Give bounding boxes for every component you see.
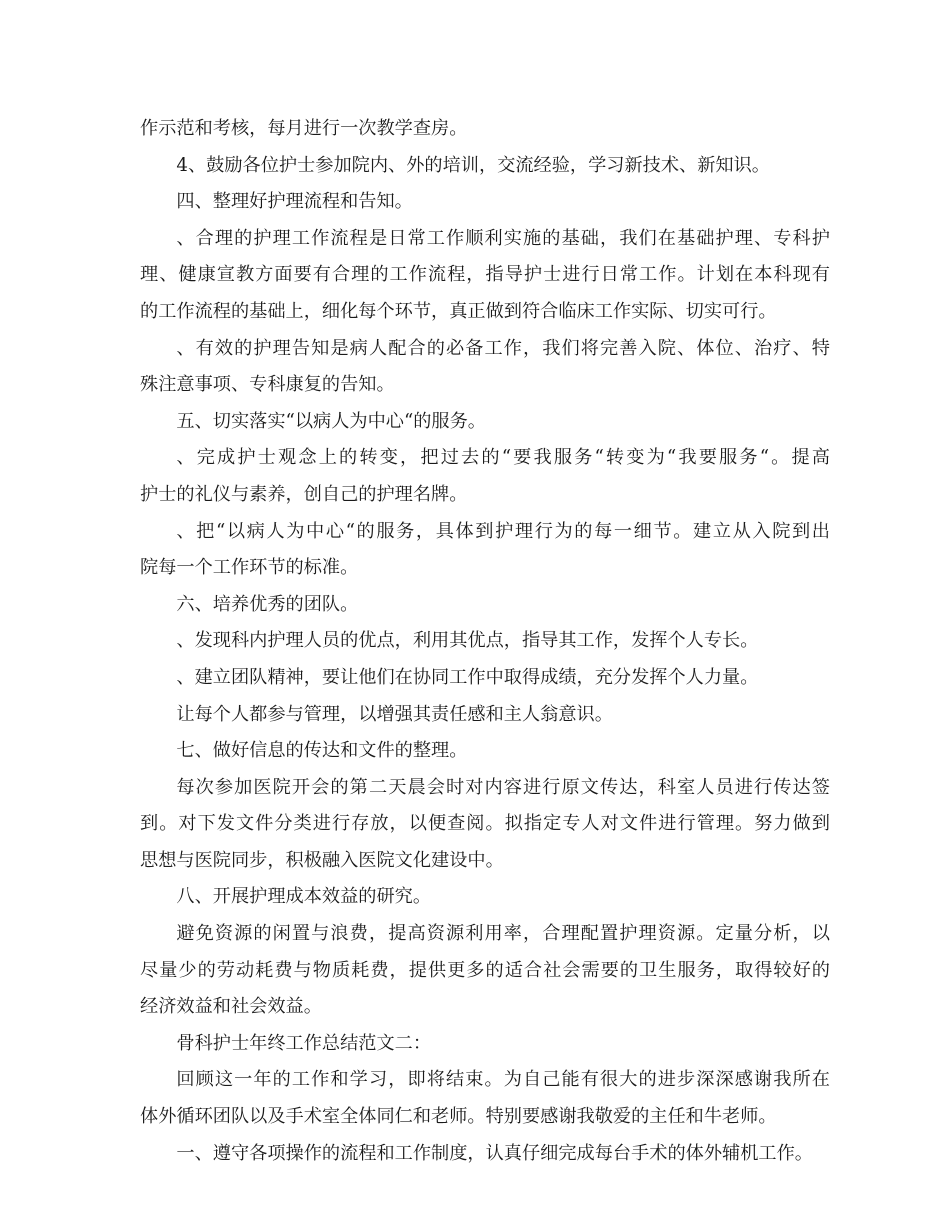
text-line: 作示范和考核，每月进行一次教学查房。 [140, 118, 468, 139]
text-line: 六、培养优秀的团队。 [176, 593, 359, 615]
text-line: 、完成护士观念上的转变，把过去的“要我服务“转变为“我要服务“。提高 [176, 447, 830, 469]
paragraph [140, 697, 830, 734]
paragraph [140, 111, 830, 148]
text-line: 四、整理好护理流程和告知。 [176, 191, 413, 213]
text-line: 思想与医院同步，积极融入医院文化建设中。 [140, 849, 504, 871]
paragraph [140, 660, 830, 697]
text-line: 让每个人都参与管理，以增强其责任感和主人翁意识。 [176, 703, 613, 725]
text-line: 、建立团队精神，要让他们在协同工作中取得成绩，充分发挥个人力量。 [176, 666, 759, 688]
text-line: 回顾这一年的工作和学习，即将结束。为自己能有很大的进步深深感谢我所在 [176, 1069, 830, 1091]
text-line: 理、健康宣教方面要有合理的工作流程，指导护士进行日常工作。计划在本科现有 [140, 264, 830, 286]
paragraph [140, 1062, 830, 1135]
paragraph [140, 440, 830, 513]
text-line: 经济效益和社会效益。 [140, 996, 322, 1018]
paragraph [140, 404, 830, 441]
text-line: 到。对下发文件分类进行存放，以便查阅。拟指定专人对文件进行管理。努力做到 [140, 813, 830, 835]
paragraph [140, 1026, 830, 1063]
text-line: 每次参加医院开会的第二天晨会时对内容进行原文传达，科室人员进行传达签 [176, 776, 830, 798]
paragraph [140, 623, 830, 660]
text-line: 4、鼓励各位护士参加院内、外的培训，交流经验，学习新技术、新知识。 [176, 154, 770, 176]
text-line: 、合理的护理工作流程是日常工作顺利实施的基础，我们在基础护理、专科护 [176, 227, 830, 249]
paragraph [140, 1136, 830, 1173]
text-line: 、发现科内护理人员的优点，利用其优点，指导其工作，发挥个人专长。 [176, 630, 759, 652]
paragraph [140, 514, 830, 587]
text-line: 的工作流程的基础上，细化每个环节，真正做到符合临床工作实际、切实可行。 [140, 300, 777, 322]
paragraph [140, 879, 830, 916]
paragraph [140, 770, 830, 880]
text-line: 一、遵守各项操作的流程和工作制度，认真仔细完成每台手术的体外辅机工作。 [176, 1142, 813, 1164]
text-line: 七、做好信息的传达和文件的整理。 [176, 740, 468, 762]
paragraph [140, 587, 830, 624]
paragraph [140, 733, 830, 770]
paragraph [140, 331, 830, 404]
text-line: 尽量少的劳动耗费与物质耗费，提供更多的适合社会需要的卫生服务，取得较好的 [140, 959, 830, 981]
text-line: 骨科护士年终工作总结范文二： [176, 1032, 432, 1054]
text-line: 八、开展护理成本效益的研究。 [176, 886, 432, 908]
paragraph [140, 221, 830, 331]
paragraph [140, 184, 830, 221]
paragraph [140, 148, 830, 185]
text-line: 、把“以病人为中心“的服务，具体到护理行为的每一细节。建立从入院到出 [176, 520, 830, 542]
text-line: 院每一个工作环节的标准。 [140, 557, 359, 579]
text-line: 五、切实落实“以病人为中心“的服务。 [176, 410, 486, 432]
text-line: 、有效的护理告知是病人配合的必备工作，我们将完善入院、体位、治疗、特 [176, 337, 830, 359]
text-line: 体外循环团队以及手术室全体同仁和老师。特别要感谢我敬爱的主任和牛老师。 [140, 1106, 777, 1128]
text-line: 避免资源的闲置与浪费，提高资源利用率，合理配置护理资源。定量分析，以 [176, 923, 830, 945]
text-line: 殊注意事项、专科康复的告知。 [140, 374, 395, 396]
document-body [140, 111, 830, 1172]
paragraph [140, 916, 830, 1026]
text-line: 护士的礼仪与素养，创自己的护理名牌。 [140, 483, 468, 505]
